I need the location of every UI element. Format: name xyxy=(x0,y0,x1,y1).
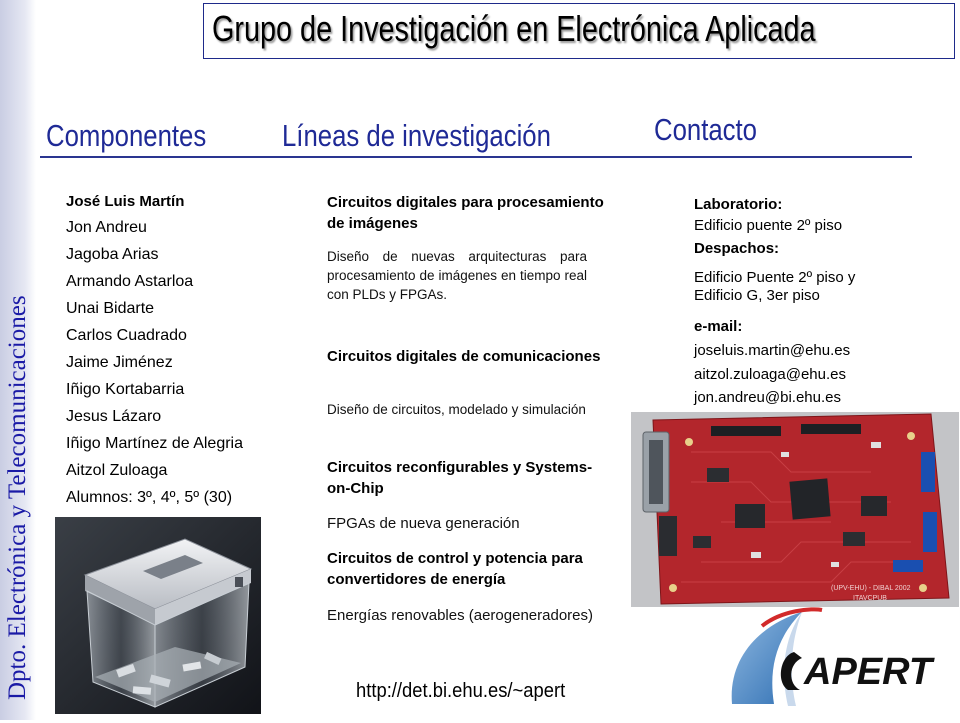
research-line-desc: FPGAs de nueva generación xyxy=(327,515,520,532)
heading-componentes: Componentes xyxy=(46,118,207,153)
member-item: Armando Astarloa xyxy=(66,273,194,290)
offices-value-2: Edificio G, 3er piso xyxy=(694,287,820,304)
member-item: Jon Andreu xyxy=(66,219,147,236)
member-item: Alumnos: 3º, 4º, 5º (30) xyxy=(66,489,233,506)
department-name: Dpto. Electrónica y Telecomunicaciones xyxy=(4,295,31,700)
title-box xyxy=(203,3,955,59)
ballot-box-image xyxy=(55,517,261,714)
research-line-desc: Energías renovables (aerogeneradores) xyxy=(327,607,593,624)
research-line-title: Circuitos digitales para procesamiento de imágenes xyxy=(327,194,604,232)
email-link[interactable]: jon.andreu@bi.ehu.es xyxy=(694,389,841,406)
member-item: Iñigo Martínez de Alegria xyxy=(66,435,243,452)
board-silkscreen-2: ITAVCPUB xyxy=(853,595,887,602)
email-link[interactable]: joseluis.martin@ehu.es xyxy=(694,342,851,359)
heading-lineas: Líneas de investigación xyxy=(282,118,551,153)
logo-text: APERT xyxy=(804,651,933,693)
member-item: Carlos Cuadrado xyxy=(66,327,187,344)
heading-contacto: Contacto xyxy=(654,112,757,147)
research-line-desc: Diseño de nuevas arquitecturas para procesamiento de imágenes en tiempo real con PLDs y FPGAs. xyxy=(327,249,587,302)
ballot-box-photo xyxy=(55,517,261,714)
member-item: Iñigo Kortabarria xyxy=(66,381,185,398)
circuit-board-image xyxy=(631,412,959,607)
heading-rule xyxy=(40,156,912,158)
research-line-title: Circuitos reconfigurables y Systems-on-Chip xyxy=(327,459,593,497)
lab-value: Edificio puente 2º piso xyxy=(694,217,843,234)
member-item: Jagoba Arias xyxy=(66,246,159,263)
page-title: Grupo de Investigación en Electrónica Aplicada xyxy=(212,8,816,49)
website-link[interactable]: http://det.bi.ehu.es/~apert xyxy=(356,680,566,702)
board-silkscreen: (UPV-EHU) - DIBAL 2002 xyxy=(831,585,911,592)
research-line-desc: Diseño de circuitos, modelado y simulación xyxy=(327,402,586,417)
research-line-title: Circuitos digitales de comunicaciones xyxy=(327,348,601,365)
member-item: Jaime Jiménez xyxy=(66,354,173,371)
apert-logo xyxy=(722,606,942,718)
research-line-title: Circuitos de control y potencia para convertidores de energía xyxy=(327,550,583,588)
member-item: Unai Bidarte xyxy=(66,300,155,317)
apert-logo-image xyxy=(722,606,942,718)
member-item: Aitzol Zuloaga xyxy=(66,462,168,479)
member-item: José Luis Martín xyxy=(66,193,185,210)
offices-value-1: Edificio Puente 2º piso y xyxy=(694,269,856,286)
lab-label: Laboratorio: xyxy=(694,196,783,213)
member-item: Jesus Lázaro xyxy=(66,408,162,425)
circuit-board-photo xyxy=(631,412,959,607)
email-link[interactable]: aitzol.zuloaga@ehu.es xyxy=(694,366,846,383)
email-label: e-mail: xyxy=(694,318,743,335)
offices-label: Despachos: xyxy=(694,240,780,257)
